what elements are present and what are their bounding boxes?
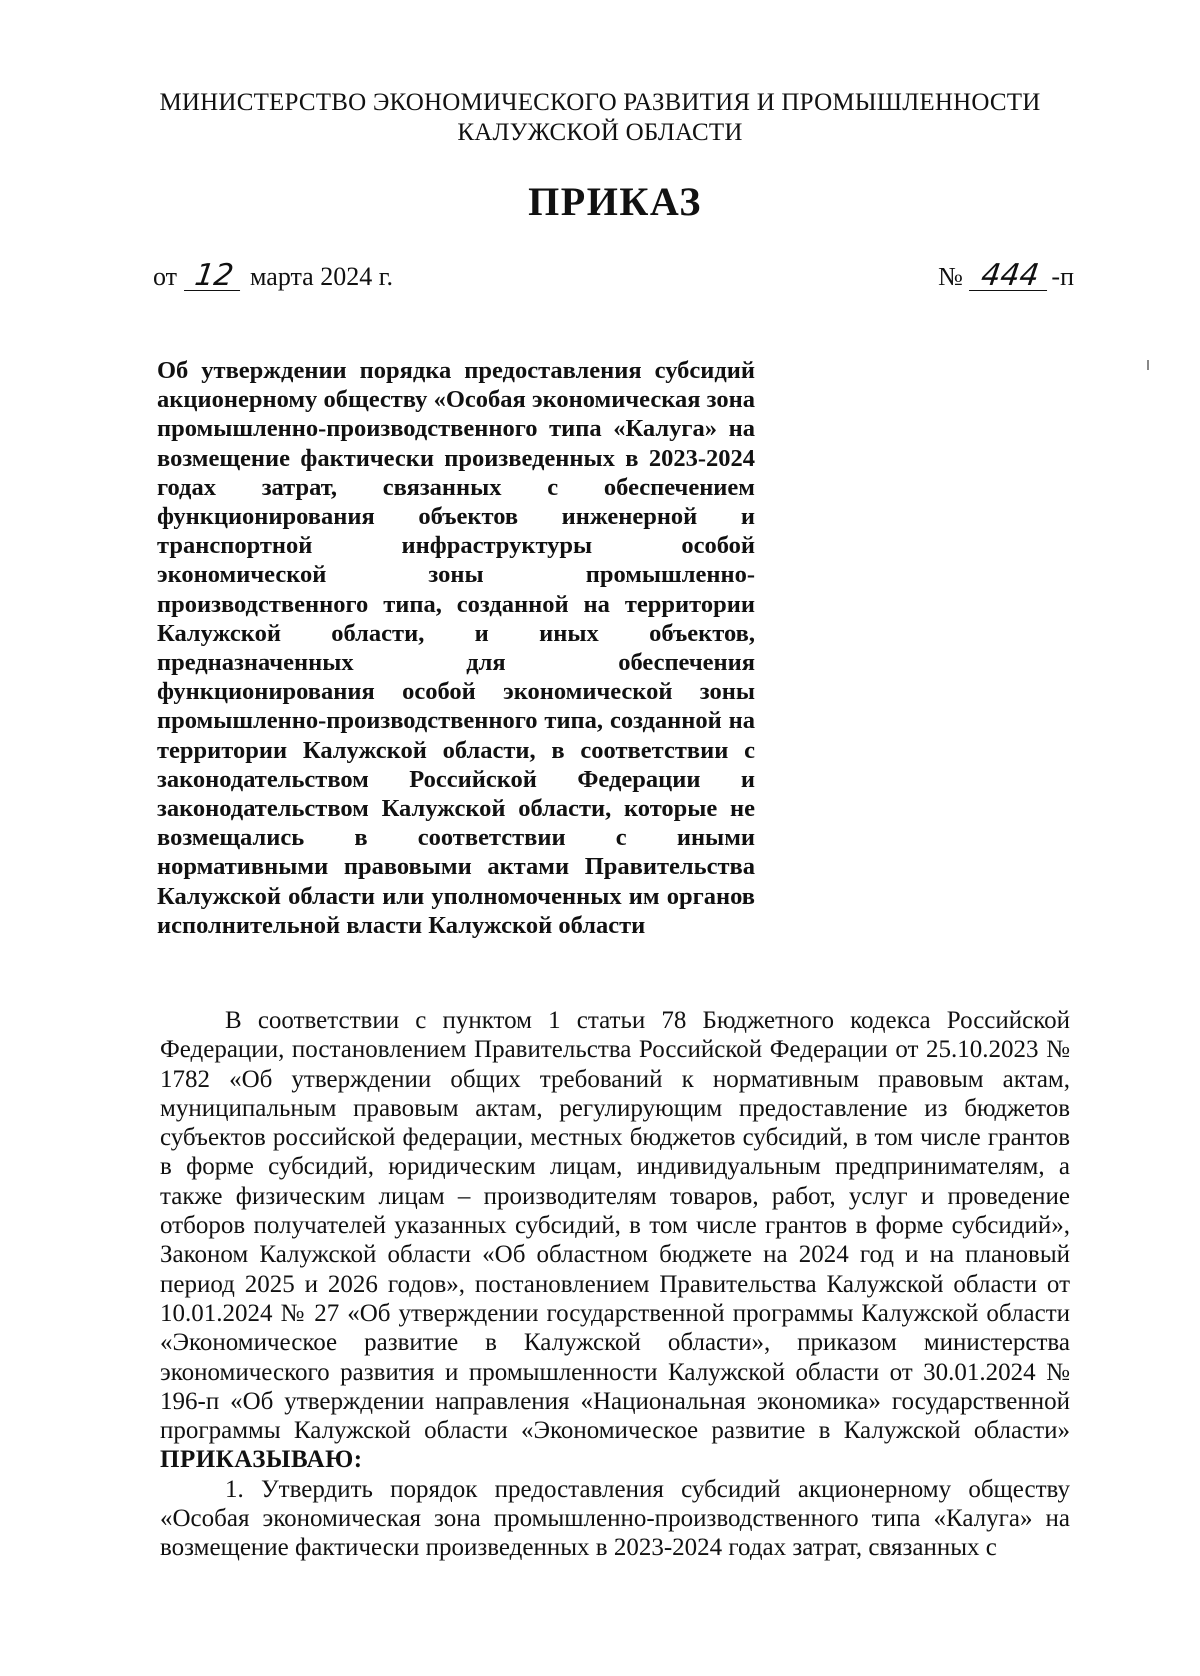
ministry-name-line2: КАЛУЖСКОЙ ОБЛАСТИ [457, 119, 743, 146]
ministry-header [0, 88, 1200, 148]
preamble-paragraph [160, 1006, 1070, 1475]
item-1-paragraph: 1. Утвердить порядок предоставления субсидий акционерному обществу «Особая экономическая зона промышленно-производственного типа «Калуга» на возмещение фактически произведенных в 2023-2024 годах затрат, связанных с [160, 1475, 1070, 1562]
handwritten-day: 12 [183, 262, 243, 291]
date-rest: марта 2024 г. [250, 262, 393, 291]
order-body [160, 1006, 1070, 1563]
ministry-name-line1: МИНИСТЕРСТВО ЭКОНОМИЧЕСКОГО РАЗВИТИЯ И ПРОМЫШЛЕННОСТИ [159, 89, 1041, 116]
order-subject: Об утверждении порядка предоставления субсидий акционерному обществу «Особая экономическая зона промышленно-производственного типа «Калуга» на возмещение фактически произведенных в 2023-2024 годах затрат, связанных с обеспечением функционирования объектов инженерной и транспортной инфраструктуры особой экономической зоны промышленно-производственного типа, созданной на территории Калужской области, и иных объектов, предназначенных для обеспечения функционирования особой экономической зоны промышленно-производственного типа, созданной на территории Калужской области, в соответствии с законодательством Российской Федерации и законодательством Калужской области, которые не возмещались в соответствии с иными нормативными правовыми актами Правительства Калужской области или уполномоченных им органов исполнительной власти Калужской области [157, 357, 755, 939]
document-type-title: ПРИКАЗ [528, 179, 702, 224]
scan-speck [1147, 360, 1149, 370]
order-date [153, 260, 393, 294]
number-suffix: -п [1051, 262, 1074, 291]
order-number [938, 260, 1074, 294]
number-sign: № [938, 262, 963, 291]
preamble-text: В соответствии с пунктом 1 статьи 78 Бюджетного кодекса Российской Федерации, постановлением Правительства Российской Федерации от 25.10.2023 № 1782 «Об утверждении общих требований к нормативным правовым актам, муниципальным правовым актам, регулирующим предоставление из бюджетов субъектов российской федерации, местных бюджетов субсидий, в том числе грантов в форме субсидий, юридическим лицам, индивидуальным предпринимателям, а также физическим лицам – производителям товаров, работ, услуг и проведение отборов получателей указанных субсидий, в том числе грантов в форме субсидий», Законом Калужской области «Об областном бюджете на 2024 год и на плановый период 2025 и 2026 годов», постановлением Правительства Калужской области от 10.01.2024 № 27 «Об утверждении государственной программы Калужской области «Экономическое развитие в Калужской области», приказом министерства экономического развития и промышленности Калужской области от 30.01.2024 № 196-п «Об утверждении направления «Национальная экономика» государственной программы Калужской области «Экономическое развитие в Калужской области» [160, 1007, 1070, 1445]
handwritten-number: 444 [969, 262, 1051, 291]
order-word: ПРИКАЗЫВАЮ: [160, 1446, 363, 1474]
date-prefix: от [153, 262, 178, 291]
